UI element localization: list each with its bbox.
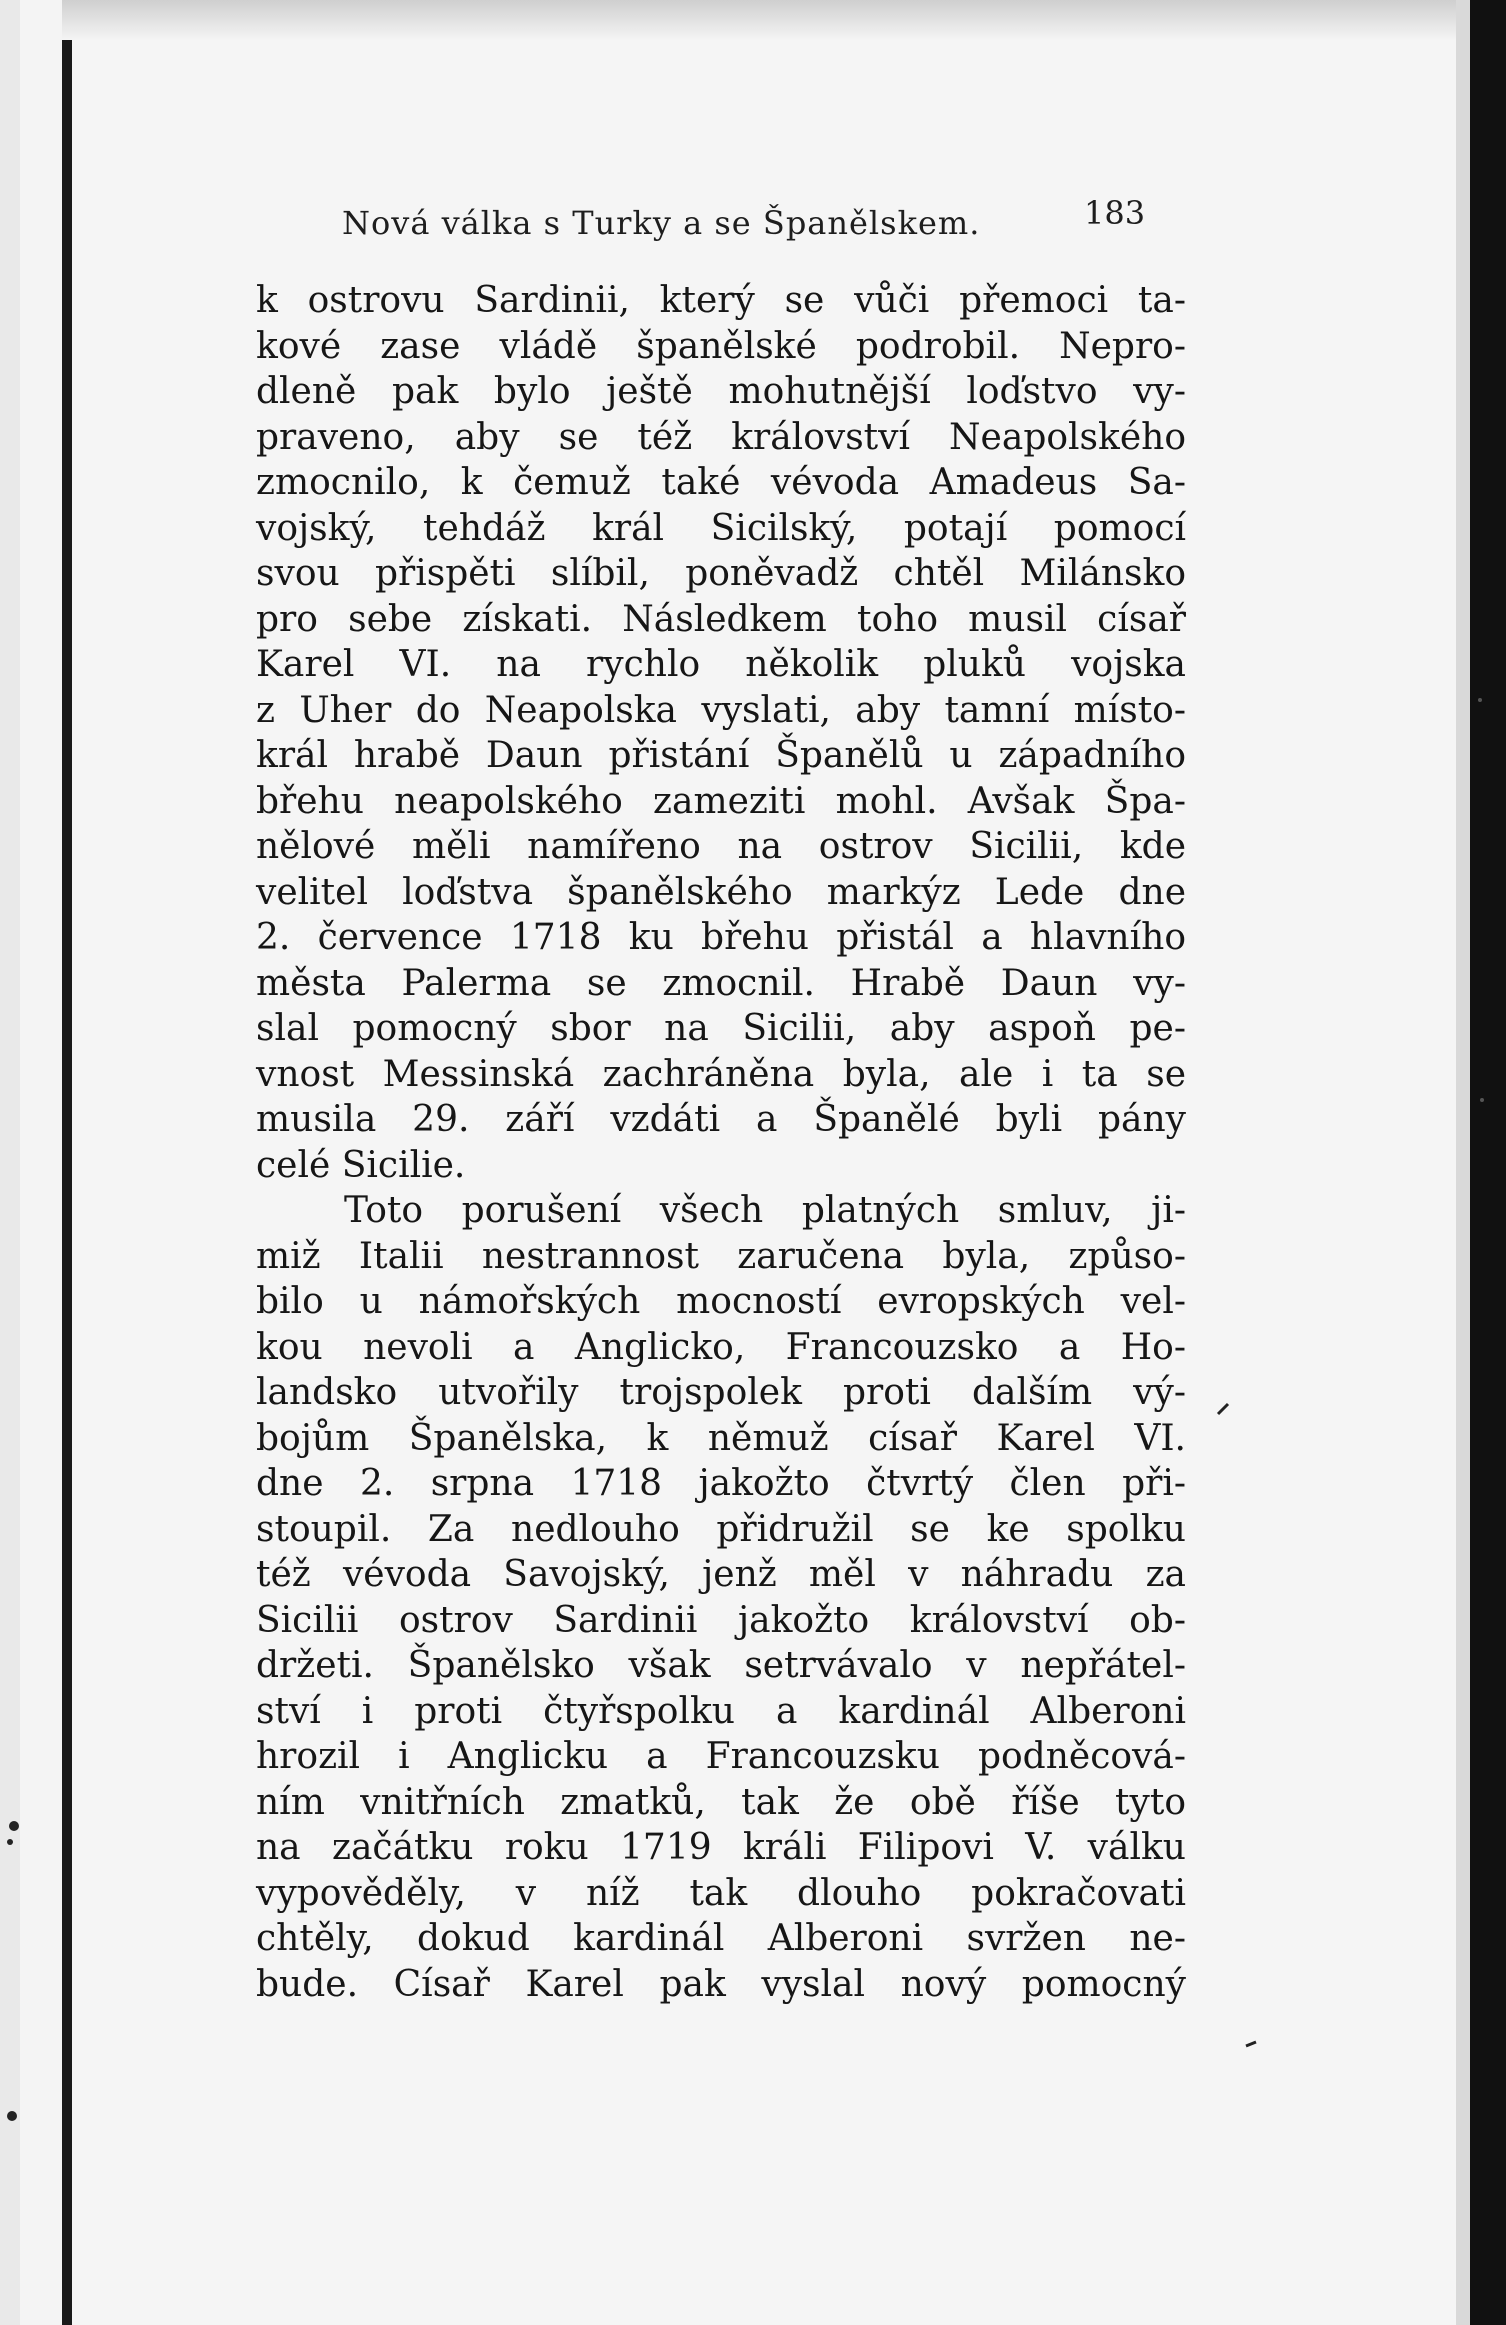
text-line: dne 2. srpna 1718 jakožto čtvrtý člen při-: [256, 1463, 1186, 1504]
text-line: vojský, tehdáž král Sicilský, potají pomocí: [256, 507, 1186, 549]
paragraph-first-line: Toto porušení všech platných smluv, ji-: [344, 1190, 1186, 1231]
text-line: musila 29. září vzdáti a Španělé byli pány: [256, 1099, 1186, 1140]
left-margin-edge: [0, 0, 20, 2325]
text-line: praveno, aby se též království Neapolského: [256, 416, 1186, 458]
text-line: na začátku roku 1719 králi Filipovi V. válku: [256, 1827, 1186, 1868]
text-line: Karel VI. na rychlo několik pluků vojska: [256, 644, 1186, 685]
text-line: chtěly, dokud kardinál Alberoni svržen ne-: [256, 1918, 1186, 1959]
text-line: hrozil i Anglicku a Francouzsku podněcová-: [256, 1736, 1186, 1777]
text-line: pro sebe získati. Následkem toho musil císař: [256, 598, 1186, 640]
text-line: ním vnitřních zmatků, tak že obě říše tyto: [256, 1781, 1186, 1823]
text-line: celé Sicilie.: [256, 1144, 466, 1186]
text-line: vnost Messinská zachráněna byla, ale i ta se: [256, 1053, 1186, 1095]
page-number: 183: [1084, 194, 1146, 232]
text-line: král hrabě Daun přistání Španělů u západního: [256, 735, 1186, 776]
text-line: k ostrovu Sardinii, který se vůči přemoci ta-: [256, 280, 1186, 321]
text-line: též vévoda Savojský, jenž měl v náhradu za: [256, 1554, 1186, 1595]
binding-shadow: [62, 0, 72, 2325]
text-line: slal pomocný sbor na Sicilii, aby aspoň pe-: [256, 1008, 1186, 1049]
right-border: [1470, 0, 1506, 2325]
body-text: [256, 278, 1186, 2007]
text-line: břehu neapolského zameziti mohl. Avšak Špa-: [256, 780, 1186, 822]
text-line: bilo u námořských mocností evropských vel-: [256, 1281, 1186, 1322]
text-line: stoupil. Za nedlouho přidružil se ke spolku: [256, 1508, 1186, 1550]
text-line: vypověděly, v níž tak dlouho pokračovati: [256, 1872, 1186, 1914]
top-shadow: [62, 0, 1462, 40]
text-line: držeti. Španělsko však setrvávalo v nepřátel-: [256, 1645, 1186, 1686]
text-line: ství i proti čtyřspolku a kardinál Alberoni: [256, 1690, 1186, 1732]
page-header: [252, 194, 1182, 254]
text-line: landsko utvořily trojspolek proti dalším vý-: [256, 1372, 1186, 1413]
text-line: dleně pak bylo ještě mohutnější loďstvo vy-: [256, 371, 1186, 412]
text-line: bude. Císař Karel pak vyslal nový pomocný: [256, 1963, 1186, 2005]
text-line: kou nevoli a Anglicko, Francouzsko a Ho-: [256, 1326, 1186, 1368]
text-line: miž Italii nestrannost zaručena byla, způso-: [256, 1235, 1186, 1277]
right-page-edge: [1456, 0, 1470, 2325]
text-line: kové zase vládě španělské podrobil. Nepro-: [256, 325, 1186, 367]
text-line: velitel loďstva španělského markýz Lede dne: [256, 871, 1186, 913]
text-line: nělové měli namířeno na ostrov Sicilii, kde: [256, 826, 1186, 867]
running-title: Nová válka s Turky a se Španělskem.: [342, 204, 981, 242]
text-line: z Uher do Neapolska vyslati, aby tamní místo-: [256, 689, 1186, 731]
text-line: zmocnilo, k čemuž také vévoda Amadeus Sa-: [256, 462, 1186, 503]
text-line: Sicilii ostrov Sardinii jakožto království ob-: [256, 1599, 1186, 1641]
text-line: bojům Španělska, k němuž císař Karel VI.: [256, 1417, 1186, 1459]
text-line: svou přispěti slíbil, poněvadž chtěl Milánsko: [256, 553, 1186, 594]
text-line: 2. července 1718 ku břehu přistál a hlavního: [256, 917, 1186, 958]
text-line: města Palerma se zmocnil. Hrabě Daun vy-: [256, 962, 1186, 1004]
